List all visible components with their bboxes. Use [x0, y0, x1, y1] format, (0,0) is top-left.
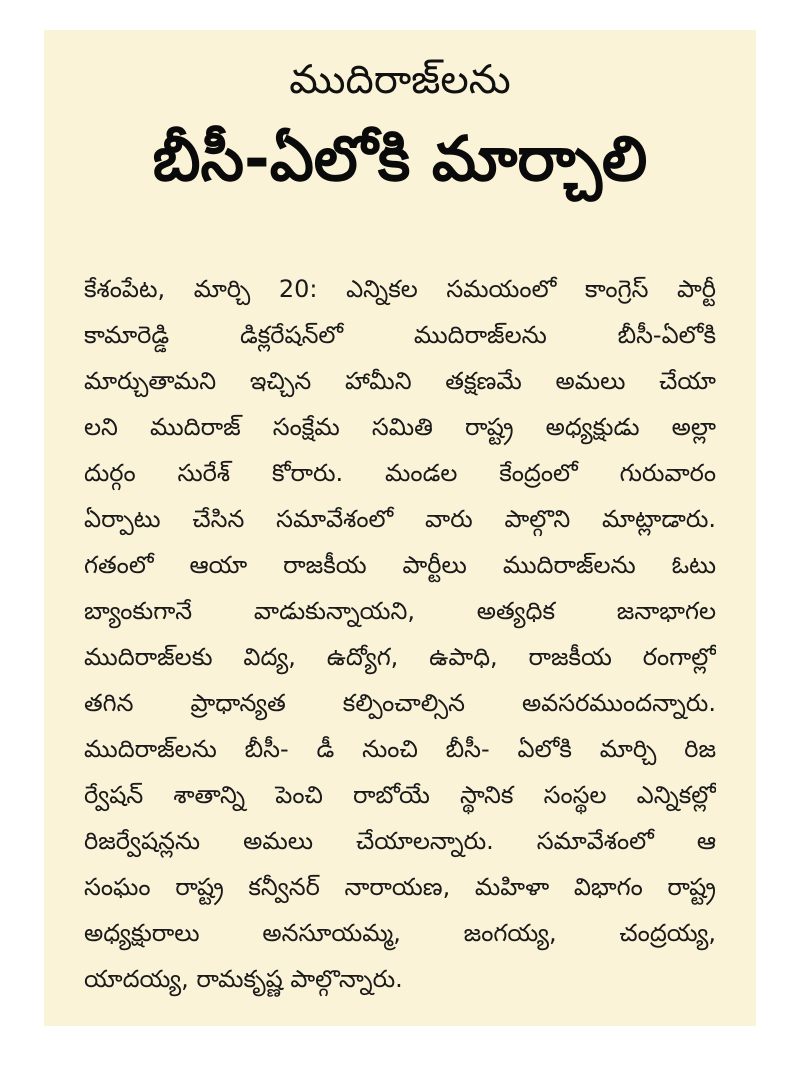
- article-body: [84, 266, 716, 1002]
- body-line: సంఘం రాష్ట్ర కన్వీనర్ నారాయణ, మహిళా విభాగం రాష్ట్ర: [84, 873, 716, 901]
- body-line: కామారెడ్డి డిక్లరేషన్‌లో ముదిరాజ్‌లను బీసీ-ఏలోకి: [84, 321, 716, 349]
- body-line: యాదయ్య, రామకృష్ణ పాల్గొన్నారు.: [84, 965, 403, 993]
- body-line: రిజర్వేషన్లను అమలు చేయాలన్నారు. సమావేశంలో ఆ: [84, 827, 716, 855]
- body-line: అధ్యక్షురాలు అనసూయమ్మ, జంగయ్య, చంద్రయ్య,: [84, 919, 716, 947]
- body-line: ముదిరాజ్‌లకు విద్య, ఉద్యోగ, ఉపాధి, రాజకీయ రంగాల్లో: [84, 643, 716, 671]
- body-line: లని ముదిరాజ్ సంక్షేమ సమితి రాష్ట్ర అధ్యక్షుడు అల్లా: [84, 413, 716, 441]
- body-line: ఏర్పాటు చేసిన సమావేశంలో వారు పాల్గొని మాట్లాడారు.: [84, 505, 716, 533]
- body-line: మార్చుతామని ఇచ్చిన హామీని తక్షణమే అమలు చేయా: [84, 367, 716, 395]
- body-line: గతంలో ఆయా రాజకీయ పార్టీలు ముదిరాజ్‌లను ఓటు: [84, 551, 716, 579]
- body-line: కేశంపేట, మార్చి 20: ఎన్నికల సమయంలో కాంగ్రెస్ పార్టీ: [84, 275, 716, 303]
- body-line: ర్వేషన్ శాతాన్ని పెంచి రాబోయే స్థానిక సంస్థల ఎన్నికల్లో: [84, 781, 716, 809]
- article-headline: బీసీ-ఏలోకి మార్చాలి: [152, 122, 648, 195]
- body-line: తగిన ప్రాధాన్యత కల్పించాల్సిన అవసరముందన్నారు.: [84, 689, 716, 717]
- body-line: ముదిరాజ్‌లను బీసీ- డీ నుంచి బీసీ- ఏలోకి మార్చి రిజ: [84, 735, 716, 763]
- body-line: బ్యాంకుగానే వాడుకున్నాయని, అత్యధిక జనాభాగల: [84, 597, 716, 625]
- article-kicker: ముదిరాజ్‌లను: [289, 57, 511, 103]
- body-line: దుర్గం సురేశ్ కోరారు. మండల కేంద్రంలో గురువారం: [84, 459, 716, 487]
- newspaper-clipping: [44, 30, 756, 1026]
